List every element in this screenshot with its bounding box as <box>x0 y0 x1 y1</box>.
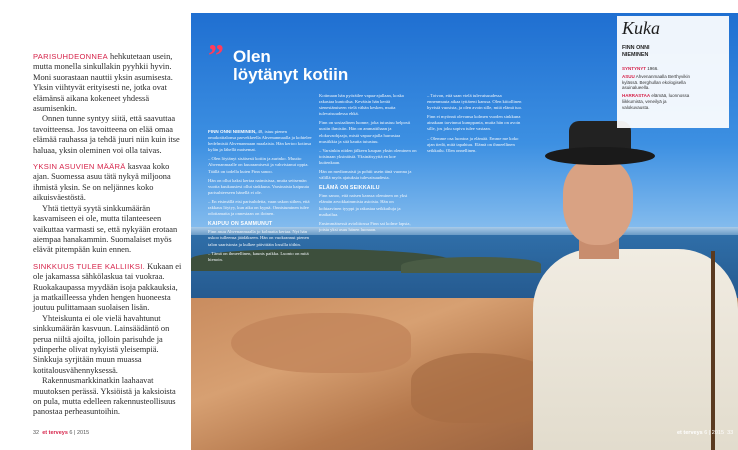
fact-born <box>622 66 692 72</box>
fact-lives <box>622 74 692 91</box>
man-sweater <box>533 249 738 450</box>
paragraph <box>33 376 183 418</box>
left-column <box>33 52 183 418</box>
profile-name <box>622 45 650 59</box>
hat-brim <box>545 147 655 165</box>
paragraph-text: Kukaan ei ole jakamassa sähkölaskua tai vuokraa. Ruokakaupassa myydään isoja pakkauksia, ja matkailleessa yhden hengen huoneesta joutuu pulittamaan suolaisen lisän. <box>33 261 182 313</box>
fact-label: ASUU <box>622 73 635 79</box>
paragraph-text: Yhteiskunta ei ole vielä havahtunut sinkkumäärän kasvuun. Lainsäädäntö on perua niiltä ajoilta, jolloin parisuhde ja ydinperhe olivat nykyistä yleisempiä. Sinkkuja syrjitään muun muassa kotitalousvähennyksessä. <box>33 313 170 375</box>
paragraph <box>33 314 183 376</box>
text-column-3 <box>427 93 525 157</box>
byline: FINN ONNI NIEMINEN, <box>208 129 257 134</box>
name-line: FINN ONNI <box>622 45 650 51</box>
page-footer-right <box>677 430 733 436</box>
text-column-2 <box>319 93 417 236</box>
left-page <box>0 0 186 450</box>
paragraph: Finn on sosiaalinen luonne, joka tutustuu helposti uusiin ihmisiin. Hän on ammattihaan ja elokuvaohjaaja, mistä vapaa-ajalla harrastaa musiikkia ja sitä kautta tutustuu. <box>319 120 411 144</box>
paragraph: – Tämä on ihmeellinen, kaunis paikka. Luonto on mitä hienoin. <box>208 250 309 262</box>
island <box>401 257 541 273</box>
profile-title: Kuka <box>622 18 660 38</box>
paragraph-text: Rakennusmarkkinatkin laahaavat muutoksen perässä. Yksiöistä ja kaksioista on pula, mutta edelleen rakennusteollisuus panostaa perheasuntoihin. <box>33 376 176 417</box>
paragraph <box>33 114 183 156</box>
article-text <box>191 13 539 262</box>
magazine-name: et terveys <box>42 430 68 436</box>
lead-in: SINKKUUS TULEE KALLIIKSI. <box>33 261 146 271</box>
paragraph: Finn ei myönnä olevansa kolmen vuoden sinkkuna ainakaan tarvinnut kumppania, mutta hän on avoin sille, jos joku sopiva tulee vastaan. <box>427 114 521 132</box>
paragraph-text: Onnen tunne syntyy siitä, että saavuttaa tavoitteensa. Jos tavoitteena on elää omaa elämää rauhassa ja tehdä juuri niin kuin itse haluaa, yksin oleminen voi olla taivas. <box>33 114 180 155</box>
bag-strap <box>711 251 715 450</box>
rock <box>231 313 411 373</box>
profile-box <box>617 16 729 128</box>
paragraph-text: kasvaa koko ajan. Suomessa asuu tätä nykyä miljoona ihmistä yksin. Se on neljännes koko aikuisväestöstä. <box>33 162 171 203</box>
paragraph: Kotimaan hän pyöräilee vapaa-ajallaan, koska rakastaa kuntoilua. Keväisin hän kerää sienestämiseen vielä vähän kesken, mutta tulevaisuudessa ehkä. <box>319 93 404 117</box>
title-line: löytänyt kotiin <box>233 65 349 84</box>
paragraph <box>33 52 183 114</box>
paragraph: – Varsinkin niiden jälkeen kaupan yksin oleminen on toisinaan yksinäistä. Yksinäisyyttä en koe kuitenkaan. <box>319 147 417 165</box>
fact-hobbies <box>622 93 692 110</box>
paragraph: Finn asuu Ahvenanmaalla jo kolmatta kertaa. Nyt hän uskoo tulleensa jäädäkseen. Hän on vuokrannut pienen talon saaristosta ja kulkee päivittäin lossilla töihin. <box>208 229 309 247</box>
page-footer-left <box>33 430 89 436</box>
issue-number: 6 | 2015 <box>704 430 724 436</box>
paragraph: Hän on mediomaisti ja pohtii usein tänä vuonna ja välillä myös ajatuksia tulevaisuudesta. <box>319 169 412 181</box>
subheading: KAIPUU ON SAMMUNUT <box>208 221 273 228</box>
paragraph <box>208 129 314 153</box>
paragraph <box>33 262 183 314</box>
lead-in: YKSIN ASUVIEN MÄÄRÄ <box>33 162 126 172</box>
quote-mark-icon: ” <box>208 37 224 73</box>
page-number: 32 <box>33 430 40 436</box>
fact-value: Ahvenanmaalla Berthyvikin kylässä. Berghullan ekologisella asuinalueella. <box>622 73 691 91</box>
text-column-1 <box>208 129 314 266</box>
subheading: ELÄMÄ ON SEIKKAILU <box>319 185 380 192</box>
paragraph: Ensimmäisessä avioliitossa Finn sai kolme lapsia, joista yksi asuu hänen luonaan. <box>319 220 411 232</box>
paragraph-text: 48, istuu pienen omakotitalonsa parvekkeella Ahvenanmaalla ja kohtelee hedelmistä Ahvenanmaan maalaisia. Hän kertoo kotinsa kylän ja lähellä maisemat. <box>208 129 312 153</box>
paragraph: Finn sanoo, että naisen kanssa oleminen on yksi elämän arvokkaimmista asioista. Hän on kohtaavinen tyyppi ja rakastaa seikkailuja ja matkailua. <box>319 193 408 217</box>
paragraph-text: hehkutetaan usein, mutta monella sinkullakin pyyhkii hyvin. Moni suorastaan nauttii yksin asumisesta. Yksin viihtyvät erityisesti ne, jotka ovat elämänsä aikana kokeneet yhdessä asumisenkin. <box>33 52 173 114</box>
paragraph: – Olen löytänyt sisäisesti kotiin ja aurinko. Muutto Ahvenanmaalle on kuuraamisesti ja vahvistanut oppia. Täällä on todella kuten Finn sanoo. <box>208 156 309 174</box>
paragraph <box>33 204 183 256</box>
profile-facts <box>622 66 692 113</box>
paragraph: – Toivon, että saan vielä tulevaisuudessa ennenmuuta aikaa tyttäreni kanssa. Olen kiitollinen hyvistä vuosista, ja olen avoin sille, mitä elämä tuo. <box>427 93 523 111</box>
fact-label: HARRASTAA <box>622 93 651 99</box>
name-line: NIEMINEN <box>622 52 649 58</box>
issue-number: 6 | 2015 <box>69 430 90 436</box>
man-face <box>563 159 633 245</box>
paragraph-text: Yhtä tiettyä syytä sinkkumäärän kasvamiseen ei ole, mutta tilanteeseen vaikuttaa varmasti se, että nykyään erotaan aiempaa hanakammin. Suomalaiset myös elävät pitempään kuin ennen. <box>33 203 178 255</box>
paragraph: Hän on ollut kaksi kertaa naimisissa, mutta seitsemän vuotta kuukausiesi ollut sinkkuna. Varsinaista kaipuuta parisuhteeseen hänellä ei ole. <box>208 177 309 195</box>
paragraph: – En etsimällä etsi parisuhdetta, vaan uskon siihen, että rakkaus löytyy, kun aika on kypsä. Onnistuminen tulee odottamatta ja onnestaan on iloinen. <box>208 198 310 217</box>
title-line: Olen <box>233 47 271 66</box>
fact-value: 1966. <box>646 66 659 71</box>
page-number: 33 <box>727 430 734 436</box>
lead-in: PARISUHDEONNEA <box>33 52 108 61</box>
article-title <box>233 48 348 84</box>
paragraph: – Olemme osa luontoa ja elämää. Emme me koko ajan tiedä, mitä tapahtuu. Elämä on ihmeellinen seikkailu. Olen onnellinen. <box>427 135 519 153</box>
magazine-name: et terveys <box>677 430 703 436</box>
fact-value: elämää, luonnossa liikkumista, veneilyä ja valokuvausta. <box>622 93 690 110</box>
paragraph <box>33 162 183 204</box>
fact-label: SYNTYNYT <box>622 66 647 71</box>
